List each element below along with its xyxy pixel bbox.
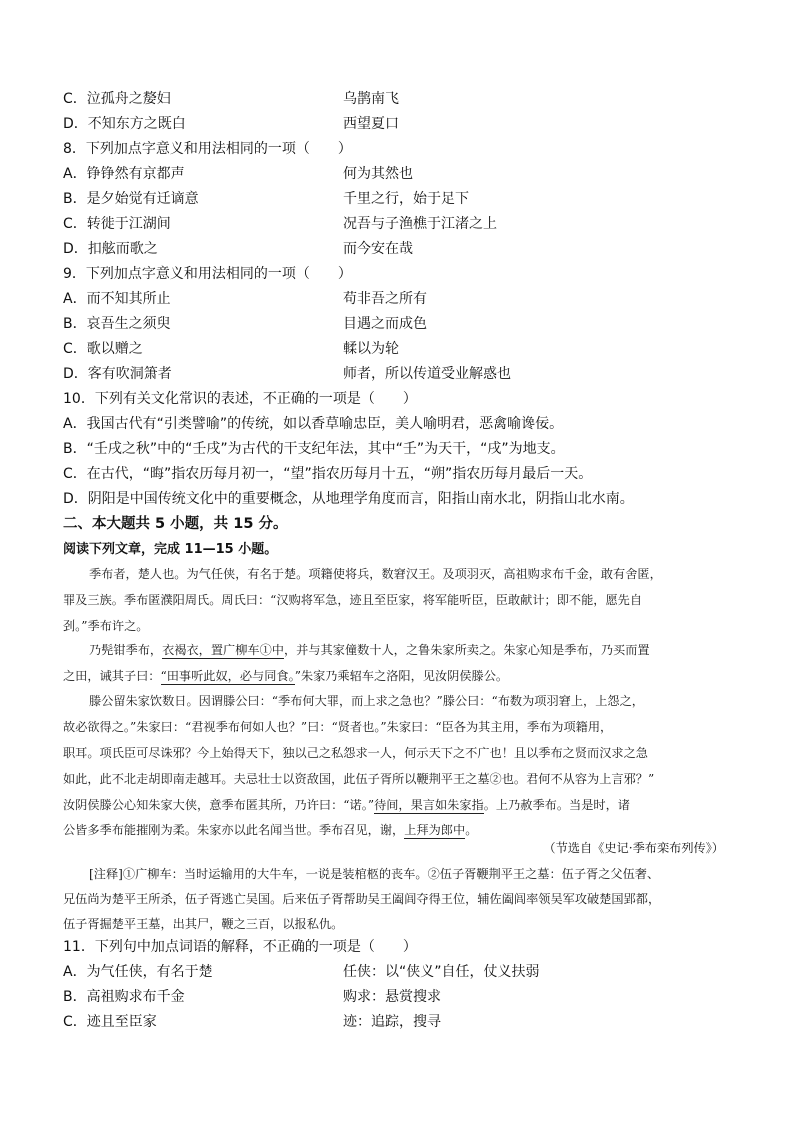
underlined-sentence: 待间，果言如朱家指: [374, 798, 484, 812]
q8-option-b: [63, 187, 733, 212]
underlined-sentence: 衣褐衣，置广柳车①中: [162, 643, 284, 657]
section-heading: 二、本大题共 5 小题，共 15 分。: [63, 516, 288, 532]
passage-line: [63, 792, 733, 818]
q9-option-d: [63, 362, 733, 387]
passage-line: 滕公留朱家饮数日。因谓滕公曰：“季布何大罪，而上求之急也？”滕公曰：“布数为项羽窘上，上怨之，: [89, 694, 644, 708]
passage-line: [63, 637, 759, 663]
passage-line: 故必欲得之。”朱家曰：“君视季布何如人也？”曰：“贤者也。”朱家曰：“臣各为其主用，季布为项籍用，: [63, 720, 613, 734]
option-right: 千里之行，始于足下: [343, 191, 469, 207]
option-right: 何为其然也: [343, 166, 413, 182]
passage-text: 。: [465, 823, 478, 837]
note-line: 兄伍尚为楚平王所杀，伍子胥逃亡吴国。后来伍子胥帮助吴王阖闾夺得王位，辅佐阖闾率领吴军攻破楚国郢都，: [63, 892, 661, 906]
q11-option-b: [63, 985, 733, 1010]
option-left: B．高祖购求布千金: [63, 989, 185, 1005]
option-right: 苟非吾之所有: [343, 291, 427, 307]
passage-text: 乃髡钳季布，: [89, 643, 163, 657]
note-line: 伍子胥掘楚平王墓，出其尸，鞭之三百，以报私仇。: [63, 917, 344, 931]
option-right: 购求：悬赏搜求: [343, 989, 441, 1005]
q8-option-d: [63, 237, 733, 262]
passage-source: （节选自《史记·季布栾布列传》）: [543, 841, 724, 855]
option-right: 况吾与子渔樵于江渚之上: [343, 216, 497, 232]
passage-line: 如此，此不北走胡即南走越耳。夫忌壮士以资敌国，此伍子胥所以鞭荆平王之墓②也。君何不从容为上言邪？”: [63, 772, 655, 786]
option-right: 而今安在哉: [343, 241, 413, 257]
q8-option-a: [63, 162, 733, 187]
passage-text: 公皆多季布能摧刚为柔。朱家亦以此名闻当世。季布召见，谢，: [63, 823, 405, 837]
option-left: D．客有吹洞箫者: [63, 366, 172, 382]
passage-line: 罪及三族。季布匿濮阳周氏。周氏曰：“汉购将军急，迹且至臣家，将军能听臣，臣敢献计；即不能，愿先自: [63, 593, 643, 607]
option-right: 乌鹊南飞: [343, 91, 399, 107]
passage-line: 职耳。项氏臣可尽诛邪？今上始得天下，独以己之私怨求一人，何示天下之不广也！且以季布之贤而汉求之急: [63, 746, 648, 760]
passage-line: 刭。”季布许之。: [63, 619, 149, 633]
option-left: C．迹且至臣家: [63, 1014, 157, 1030]
q11-option-a: [63, 960, 733, 985]
q10-option-c: C．在古代，“晦”指农历每月初一，“望”指农历每月十五，“朔”指农历每月最后一天。: [63, 466, 593, 482]
option-left: A．为气任侠，有名于楚: [63, 964, 213, 980]
q9-stem: 9．下列加点字意义和用法相同的一项（ ）: [63, 266, 352, 282]
option-right: 任侠：以“侠义”自任，仗义扶弱: [343, 964, 540, 980]
q10-option-a: A．我国古代有“引类譬喻”的传统，如以香草喻忠臣，美人喻明君，恶禽喻谗佞。: [63, 416, 564, 432]
passage-text: 之田，诫其子曰：: [63, 669, 161, 683]
option-right: 西望夏口: [343, 116, 399, 132]
option-left: C．泣孤舟之嫠妇: [63, 91, 171, 107]
option-right: 师者，所以传道受业解惑也: [343, 366, 511, 382]
q9-option-b: [63, 312, 733, 337]
option-left: A．铮铮然有京都声: [63, 166, 185, 182]
q10-option-b: B．“壬戌之秋”中的“壬戌”为古代的干支纪年法，其中“壬”为天干，“戌”为地支。: [63, 441, 565, 457]
option-left: B．哀吾生之须臾: [63, 316, 171, 332]
option-left: A．而不知其所止: [63, 291, 171, 307]
q10-stem: 10．下列有关文化常识的表述，不正确的一项是（ ）: [63, 391, 417, 407]
q7-option-d: [63, 112, 733, 137]
q11-option-c: [63, 1010, 733, 1035]
option-right: 輮以为轮: [343, 341, 399, 357]
q7-option-c: [63, 87, 733, 112]
q8-option-c: [63, 212, 733, 237]
option-left: D．扣舷而歌之: [63, 241, 158, 257]
q9-option-c: [63, 337, 733, 362]
option-left: D．不知东方之既白: [63, 116, 186, 132]
reading-instruction: 阅读下列文章，完成 11—15 小题。: [63, 542, 278, 557]
q11-stem: 11．下列句中加点词语的解释，不正确的一项是（ ）: [63, 939, 417, 955]
passage-line: 季布者，楚人也。为气任侠，有名于楚。项籍使将兵，数窘汉王。及项羽灭，高祖购求布千金，敢有舍匿，: [89, 567, 662, 581]
option-left: B．是夕始觉有迁谪意: [63, 191, 199, 207]
option-left: C．歌以赠之: [63, 341, 143, 357]
passage-text: ”朱家乃乘轺车之洛阳，见汝阴侯滕公。: [294, 669, 509, 683]
passage-text: 汝阴侯滕公心知朱家大侠，意季布匿其所，乃许曰：“诺。”: [63, 798, 375, 812]
option-left: C．转徙于江湖间: [63, 216, 171, 232]
q9-option-a: [63, 287, 733, 312]
q10-option-d: D．阴阳是中国传统文化中的重要概念，从地理学角度而言，阳指山南水北，阴指山北水南。: [63, 491, 634, 507]
passage-line: [63, 663, 733, 689]
passage-text: 。上乃赦季布。当是时，诸: [483, 798, 630, 812]
q8-stem: 8．下列加点字意义和用法相同的一项（ ）: [63, 141, 352, 157]
note-line: [注释]①广柳车：当时运输用的大牛车，一说是装棺柩的丧车。②伍子胥鞭荆平王之墓：伍子胥之父伍奢、: [89, 867, 660, 881]
underlined-sentence: 上拜为郎中: [404, 823, 466, 837]
passage-text: ，并与其家僮数十人，之鲁朱家所卖之。朱家心知是季布，乃买而置: [284, 643, 650, 657]
underlined-sentence: “田事听此奴，必与同食。: [160, 669, 295, 683]
option-right: 目遇之而成色: [343, 316, 427, 332]
option-right: 迹：追踪，搜寻: [343, 1014, 441, 1030]
